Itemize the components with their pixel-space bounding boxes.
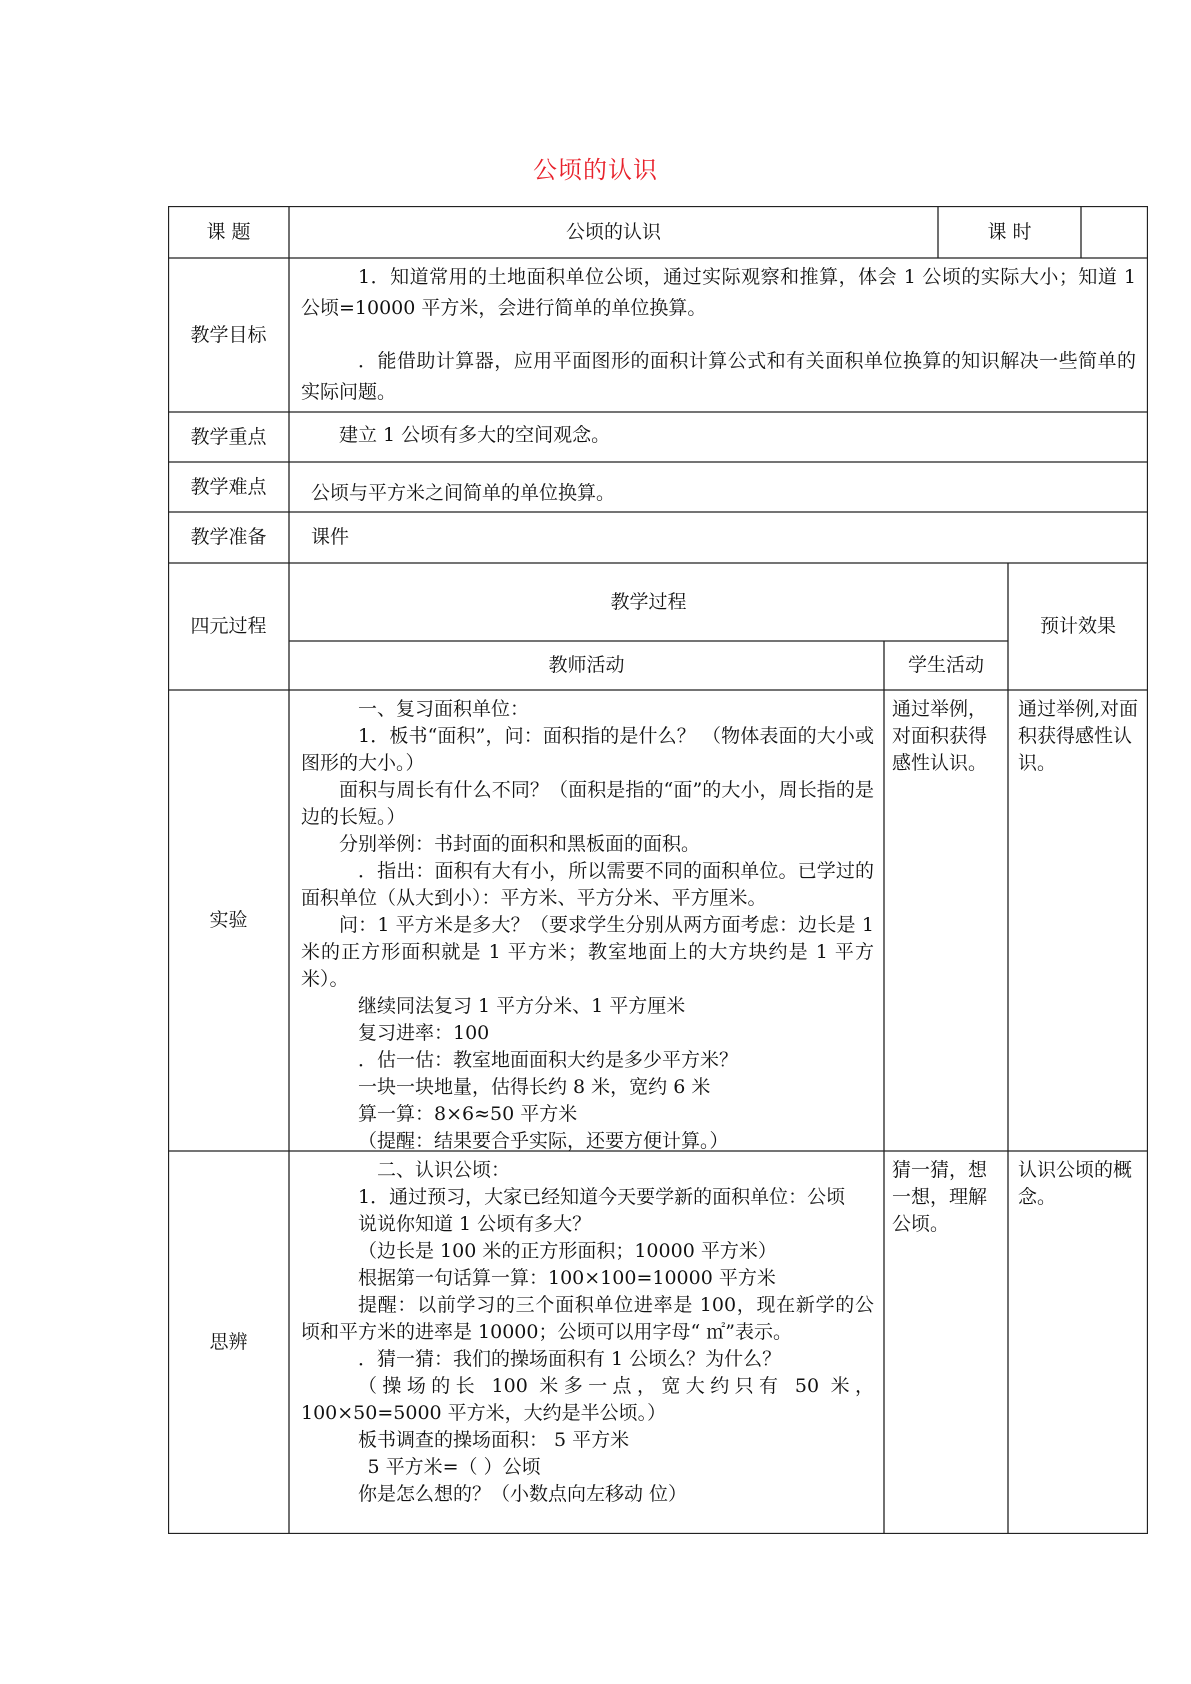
teacher-line: （操场的长 100 米多一点，宽大约只有 50 米，100×50=5000 平方米，大约是半公顷。）: [301, 1375, 874, 1424]
goal-item-1: 1．知道常用的土地面积单位公顷，通过实际观察和推算，体会 1 公顷的实际大小；知道 1 公顷=10000 平方米，会进行简单的单位换算。: [301, 266, 1136, 319]
teacher-line: 分别举例：书封面的面积和黑板面的面积。: [339, 833, 701, 855]
key-point-value: 建立 1 公顷有多大的空间观念。: [339, 424, 611, 446]
teacher-line: 二、认识公顷：: [377, 1159, 511, 1181]
teacher-line: 说说你知道 1 公顷有多大？: [358, 1213, 592, 1235]
effect-header: 预计效果: [1039, 615, 1116, 637]
stage-header: 四元过程: [190, 615, 267, 637]
page-title: 公顷的认识: [533, 156, 658, 184]
expected-effect: 通过举例,对面积获得感性认识。: [1018, 698, 1139, 774]
goals-label: 教学目标: [190, 323, 267, 346]
teacher-line: 一、复习面积单位：: [358, 698, 530, 720]
difficulty-label: 教学难点: [190, 475, 267, 498]
teacher-line: ．指出：面积有大有小，所以需要不同的面积单位。已学过的面积单位（从大到小）：平方米、平方分米、平方厘米。: [301, 860, 874, 909]
teacher-line: 5 平方米=（ ）公顷: [367, 1456, 541, 1478]
teacher-line: 继续同法复习 1 平方分米、1 平方厘米: [358, 995, 686, 1017]
stage-name: 实验: [209, 909, 248, 931]
teacher-line: （提醒：结果要合乎实际，还要方便计算。）: [358, 1130, 729, 1152]
goals-content: [289, 258, 1148, 412]
period-value: [1081, 206, 1148, 258]
student-activity: 猜一猜，想一想，理解公顷。: [892, 1159, 988, 1235]
expected-effect: 认识公顷的概念。: [1018, 1159, 1133, 1208]
teacher-line: 根据第一句话算一算：100×100=10000 平方米: [358, 1267, 776, 1289]
teacher-line: ．猜一猜：我们的操场面积有 1 公顷么？为什么？: [358, 1348, 782, 1370]
lesson-plan-table: [168, 206, 1148, 1534]
teacher-line: 一块一块地量，估得长约 8 米，宽约 6 米: [358, 1076, 711, 1098]
teacher-activity: [289, 690, 884, 1151]
teacher-line: 1．通过预习，大家已经知道今天要学新的面积单位：公顷: [358, 1186, 846, 1208]
teacher-line: （边长是 100 米的正方形面积；10000 平方米）: [358, 1240, 777, 1262]
topic-label: 课 题: [206, 220, 251, 243]
goal-item-2: ．能借助计算器，应用平面图形的面积计算公式和有关面积单位换算的知识解决一些简单的实际问题。: [301, 350, 1136, 403]
preparation-label: 教学准备: [190, 526, 267, 548]
teacher-line: 提醒：以前学习的三个面积单位进率是 100，现在新学的公顷和平方米的进率是 10000；公顷可以用字母“ ㎡”表示。: [301, 1294, 874, 1343]
stage-name: 思辨: [209, 1331, 248, 1353]
preparation-value: 课件: [311, 526, 350, 548]
teacher-line: ．估一估：教室地面面积大约是多少平方米？: [358, 1049, 739, 1071]
teacher-line: 复习进率：100: [358, 1022, 490, 1044]
student-header: 学生活动: [907, 654, 984, 676]
teacher-line: 板书调查的操场面积： 5 平方米: [358, 1429, 630, 1451]
student-activity: 通过举例，对面积获得感性认识。: [892, 698, 988, 774]
period-label: 课 时: [987, 220, 1032, 243]
teacher-line: 算一算：8×6≈50 平方米: [358, 1103, 578, 1125]
key-point-label: 教学重点: [190, 425, 267, 448]
teacher-activity: [289, 1151, 884, 1534]
topic-value: 公顷的认识: [565, 220, 661, 243]
teacher-line: 你是怎么想的？（小数点向左移动 位）: [358, 1483, 688, 1505]
teacher-line: 1．板书“面积”，问：面积指的是什么？ （物体表面的大小或图形的大小。）: [301, 725, 874, 774]
teacher-line: 问：1 平方米是多大？（要求学生分别从两方面考虑：边长是 1 米的正方形面积就是 1 平方米；教室地面上的大方块约是 1 平方米）。: [301, 914, 874, 990]
process-header: 教学过程: [610, 590, 687, 613]
teacher-header: 教师活动: [548, 654, 625, 676]
teacher-line: 面积与周长有什么不同？（面积是指的“面”的大小，周长指的是边的长短。）: [301, 779, 874, 828]
difficulty-value: 公顷与平方米之间简单的单位换算。: [311, 482, 616, 504]
